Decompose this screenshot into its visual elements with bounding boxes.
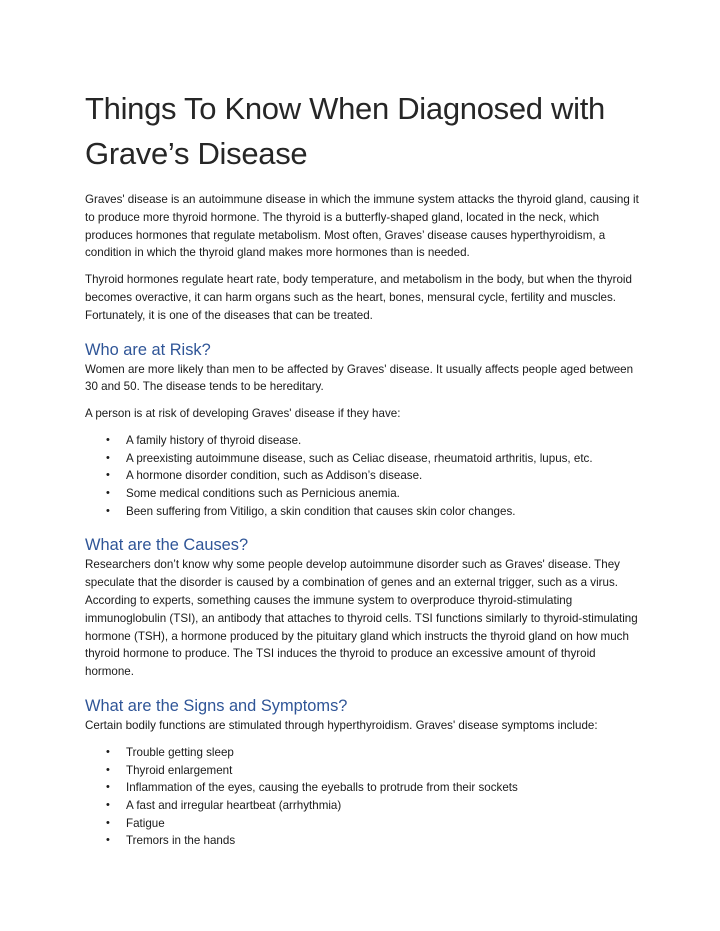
bullet-icon: • — [106, 469, 110, 482]
list-item: • A preexisting autoimmune disease, such as Celiac disease, rheumatoid arthritis, lupus, etc. — [85, 450, 645, 468]
bullet-icon: • — [106, 451, 110, 464]
bullet-icon: • — [106, 745, 110, 758]
bullet-icon: • — [106, 763, 110, 776]
bullet-icon: • — [106, 504, 110, 517]
bullet-icon: • — [106, 834, 110, 847]
causes-paragraph: Researchers don’t know why some people develop autoimmune disorder such as Graves' disease. They speculate that the disorder is caused by a combination of genes and an external trigger, such as a virus. According to experts, something causes the immune system to overproduce thyroid-stimulating immunoglobulin (TSI), an antibody that attaches to thyroid cells. TSI functions similarly to thyroid-stimulating hormone (TSH), a hormone produced by the pituitary gland which instructs the thyroid gland on how much thyroid hormone to produce. The TSI induces the thyroid to produce an excessive amount of thyroid hormone. — [85, 558, 638, 679]
symptoms-lead: Certain bodily functions are stimulated through hyperthyroidism. Graves' disease symptoms include: — [85, 719, 598, 733]
list-item: • Been suffering from Vitiligo, a skin condition that causes skin color changes. — [85, 503, 645, 521]
hormones-paragraph: Thyroid hormones regulate heart rate, body temperature, and metabolism in the body, but when the thyroid becomes overactive, it can harm organs such as the heart, bones, mensural cycle, fertility and muscles. Fortunately, it is one of the diseases that can be treated. — [85, 273, 632, 322]
risk-lead: A person is at risk of developing Graves' disease if they have: — [85, 407, 401, 421]
risk-paragraph: Women are more likely than men to be affected by Graves' disease. It usually affects people aged between 30 and 50. The disease tends to be hereditary. — [85, 362, 634, 394]
list-item: • Thyroid enlargement — [85, 762, 645, 780]
list-item: • Inflammation of the eyes, causing the eyeballs to protrude from their sockets — [85, 779, 645, 797]
list-item: • Trouble getting sleep — [85, 744, 645, 762]
bullet-icon: • — [106, 433, 110, 446]
causes-heading: What are the Causes? — [85, 536, 249, 555]
list-item: • Fatigue — [85, 815, 645, 833]
document-title: Things To Know When Diagnosed with Grave’s Disease — [85, 91, 605, 171]
list-item: • Some medical conditions such as Pernicious anemia. — [85, 485, 645, 503]
symptom-list — [85, 744, 645, 850]
list-item: • A fast and irregular heartbeat (arrhythmia) — [85, 797, 645, 815]
bullet-icon: • — [106, 781, 110, 794]
list-item: • A family history of thyroid disease. — [85, 432, 645, 450]
document-body — [85, 86, 645, 850]
intro-paragraph: Graves' disease is an autoimmune disease in which the immune system attacks the thyroid gland, causing it to produce more thyroid hormone. The thyroid is a butterfly-shaped gland, located in the neck, which produces hormones that regulate metabolism. Most often, Graves’ disease causes hyperthyroidism, a condition in which the thyroid gland makes more hormones than is needed. — [85, 193, 639, 260]
list-item: • Tremors in the hands — [85, 832, 645, 850]
bullet-icon: • — [106, 816, 110, 829]
risk-factor-list — [85, 432, 645, 521]
bullet-icon: • — [106, 798, 110, 811]
list-item: • A hormone disorder condition, such as Addison’s disease. — [85, 467, 645, 485]
bullet-icon: • — [106, 487, 110, 500]
risk-heading: Who are at Risk? — [85, 340, 211, 359]
symptoms-heading: What are the Signs and Symptoms? — [85, 697, 348, 716]
